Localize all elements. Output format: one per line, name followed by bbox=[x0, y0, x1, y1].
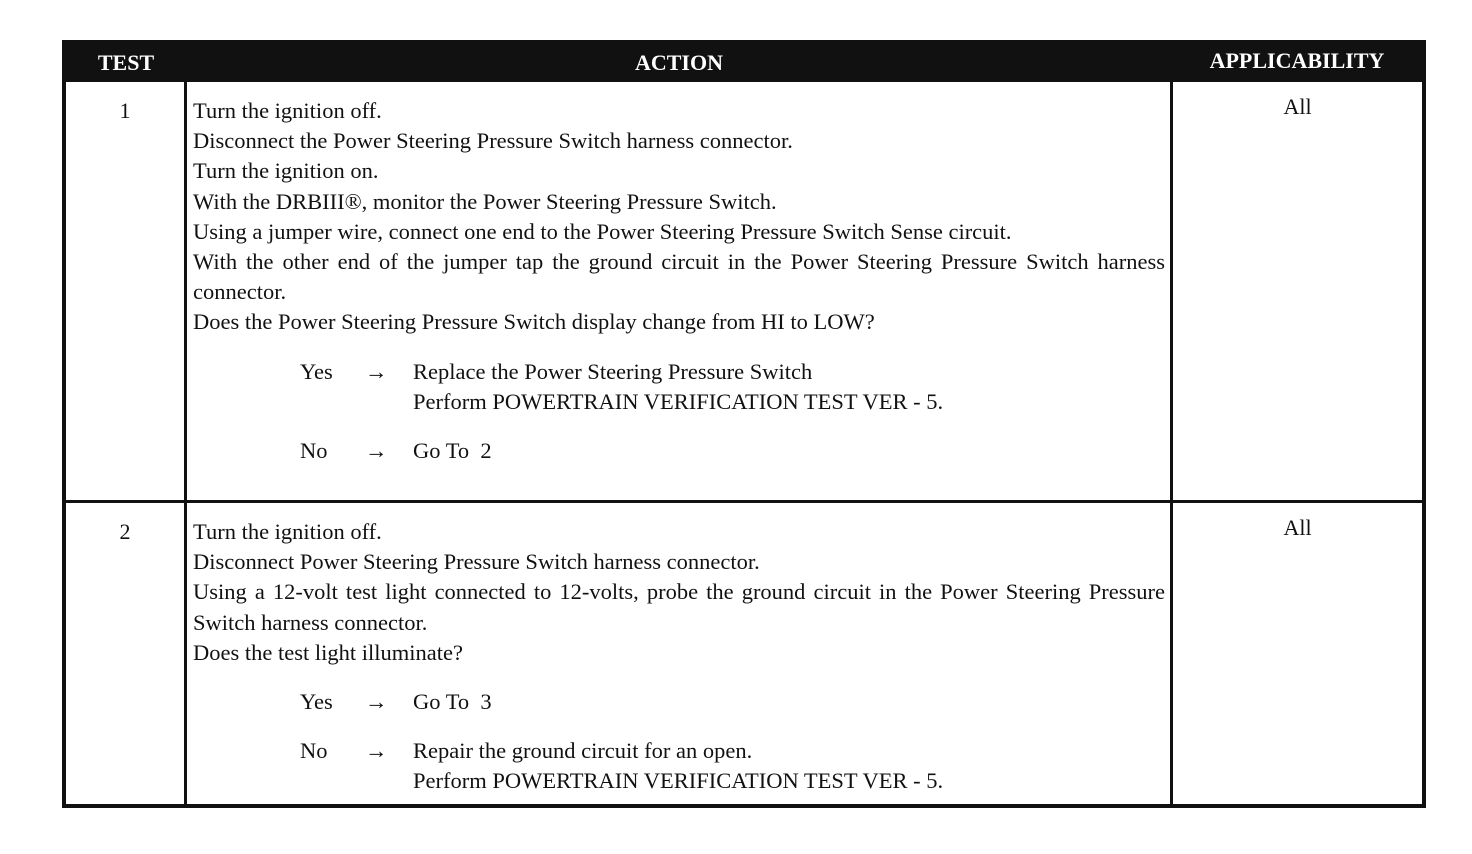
outcome-label: No bbox=[300, 738, 328, 764]
step-text: Disconnect Power Steering Pressure Switch harness connector. bbox=[193, 549, 760, 575]
arrow-right-icon: → bbox=[365, 358, 388, 384]
arrow-right-icon: → bbox=[365, 437, 388, 463]
arrow-right-icon: → bbox=[365, 689, 388, 715]
header-test: TEST bbox=[97, 50, 155, 75]
outcome-text: Replace the Power Steering Pressure Switch bbox=[413, 358, 813, 384]
outcome-label: No bbox=[300, 437, 328, 463]
applicability-cell: All bbox=[1283, 94, 1312, 119]
outcome-text: Perform POWERTRAIN VERIFICATION TEST VER - 5. bbox=[413, 768, 944, 794]
outcome-yes bbox=[193, 357, 1165, 417]
step-text: With the DRBIII®, monitor the Power Steering Pressure Switch. bbox=[193, 188, 777, 214]
table-row bbox=[66, 503, 1422, 808]
step-text: With the other end of the jumper tap the ground circuit in the Power Steering Pressure Switch harness connector. bbox=[193, 249, 1165, 305]
header-applicability: APPLICABILITY bbox=[1209, 48, 1385, 73]
action-cell bbox=[193, 96, 1165, 466]
table-row bbox=[66, 82, 1422, 500]
outcome-label: Yes bbox=[300, 358, 333, 384]
applicability-cell: All bbox=[1283, 515, 1312, 540]
outcome-yes bbox=[193, 687, 1165, 717]
test-number: 1 bbox=[119, 98, 131, 123]
outcome-text: Perform POWERTRAIN VERIFICATION TEST VER - 5. bbox=[413, 388, 944, 414]
step-text: Does the test light illuminate? bbox=[193, 639, 463, 665]
step-text: Turn the ignition off. bbox=[193, 519, 382, 544]
table-header bbox=[66, 44, 1422, 82]
step-text: Using a jumper wire, connect one end to the Power Steering Pressure Switch Sense circuit. bbox=[193, 218, 1012, 244]
header-action: ACTION bbox=[634, 50, 723, 75]
test-number: 2 bbox=[119, 519, 131, 544]
step-text: Turn the ignition on. bbox=[193, 158, 379, 184]
outcome-text: Go To 2 bbox=[413, 437, 492, 463]
step-text: Does the Power Steering Pressure Switch display change from HI to LOW? bbox=[193, 309, 875, 335]
step-text: Using a 12-volt test light connected to 12-volts, probe the ground circuit in the Power Steering Pressure Switch harness connector. bbox=[193, 579, 1165, 635]
outcome-label: Yes bbox=[300, 689, 333, 715]
step-text: Disconnect the Power Steering Pressure Switch harness connector. bbox=[193, 128, 793, 154]
outcome-text: Go To 3 bbox=[413, 689, 492, 715]
action-cell bbox=[193, 517, 1165, 796]
arrow-right-icon: → bbox=[365, 738, 388, 764]
outcome-no bbox=[193, 736, 1165, 796]
diagnostic-test-table bbox=[62, 40, 1426, 808]
step-text: Turn the ignition off. bbox=[193, 98, 382, 123]
outcome-no bbox=[193, 436, 1165, 466]
outcome-text: Repair the ground circuit for an open. bbox=[413, 738, 753, 764]
